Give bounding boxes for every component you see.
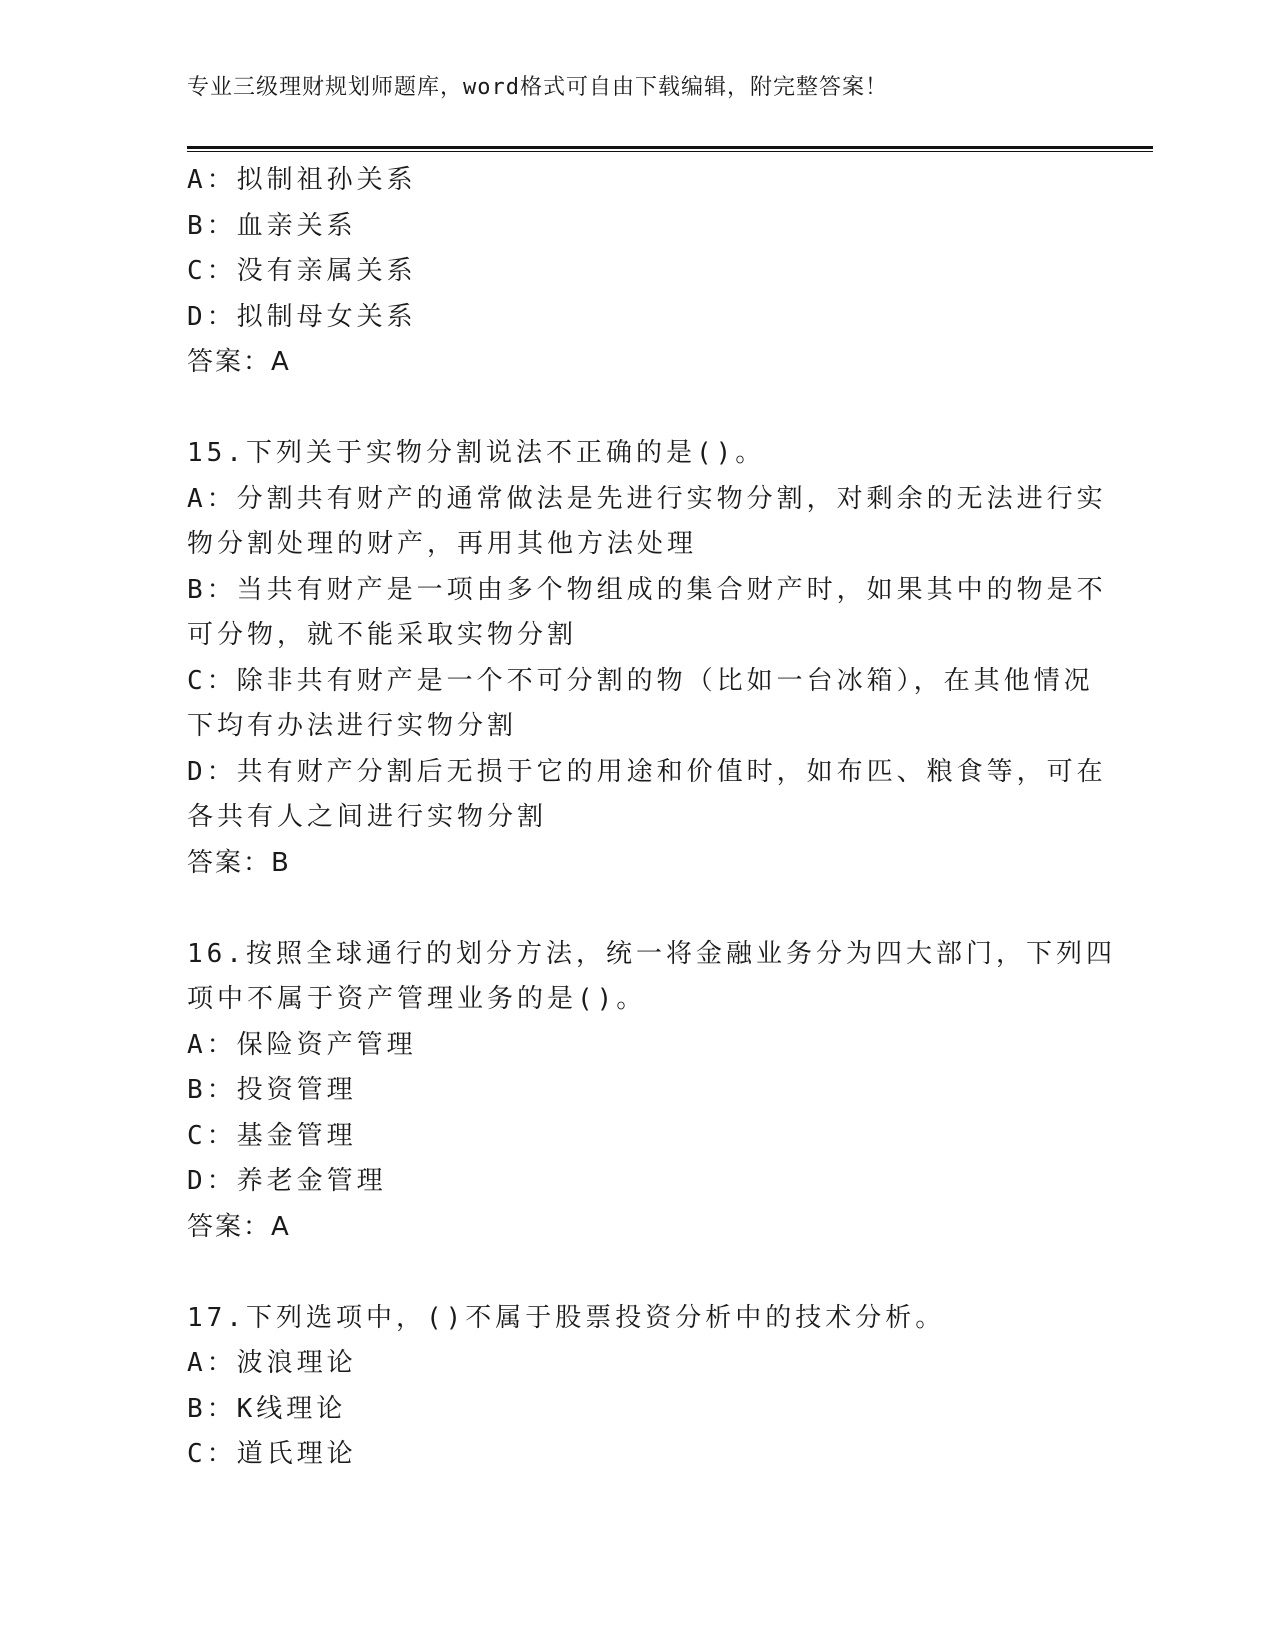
header-rule-thick bbox=[187, 146, 1153, 149]
option-text: D：共有财产分割后无损于它的用途和价值时，如布匹、粮食等，可在 bbox=[187, 756, 1107, 787]
answer-text: 答案：B bbox=[187, 847, 291, 878]
option-text: B：当共有财产是一项由多个物组成的集合财产时，如果其中的物是不 bbox=[187, 574, 1107, 605]
option-text: D：养老金管理 bbox=[187, 1166, 387, 1196]
answer-text: 答案：A bbox=[187, 347, 291, 377]
option-text: 物分割处理的财产，再用其他方法处理 bbox=[187, 529, 698, 559]
question-block bbox=[187, 1296, 1087, 1478]
question-block bbox=[187, 431, 1107, 932]
block-spacer bbox=[187, 386, 1087, 432]
option-text: D：拟制母女关系 bbox=[187, 301, 417, 332]
option-text: B：投资管理 bbox=[187, 1075, 357, 1105]
option-text: A：拟制祖孙关系 bbox=[187, 165, 417, 195]
header-rule-thin bbox=[187, 151, 1153, 152]
question-text: 17.下列选项中，()不属于股票投资分析中的技术分析。 bbox=[187, 1302, 946, 1333]
question-text: 15.下列关于实物分割说法不正确的是()。 bbox=[187, 438, 766, 468]
option-text: 下均有办法进行实物分割 bbox=[187, 711, 518, 741]
block-spacer bbox=[187, 1250, 1087, 1296]
block-spacer bbox=[187, 886, 1087, 932]
page-header: 专业三级理财规划师题库，word格式可自由下载编辑，附完整答案！ bbox=[187, 75, 888, 100]
option-text: B：血亲关系 bbox=[187, 210, 357, 241]
question-list bbox=[187, 158, 1116, 1478]
option-text: A：波浪理论 bbox=[187, 1348, 357, 1378]
option-text: C：道氏理论 bbox=[187, 1439, 357, 1469]
option-text: C：没有亲属关系 bbox=[187, 256, 417, 286]
option-text: A：保险资产管理 bbox=[187, 1029, 417, 1060]
question-text: 16.按照全球通行的划分方法，统一将金融业务分为四大部门，下列四 bbox=[187, 938, 1116, 969]
option-text: C：基金管理 bbox=[187, 1120, 357, 1151]
option-text: C：除非共有财产是一个不可分割的物（比如一台冰箱），在其他情况 bbox=[187, 665, 1094, 696]
question-block bbox=[187, 158, 1087, 431]
question-text: 项中不属于资产管理业务的是()。 bbox=[187, 984, 647, 1014]
question-block bbox=[187, 932, 1116, 1296]
option-text: A：分割共有财产的通常做法是先进行实物分割，对剩余的无法进行实 bbox=[187, 483, 1107, 514]
option-text: 各共有人之间进行实物分割 bbox=[187, 802, 548, 832]
option-text: B：K线理论 bbox=[187, 1393, 347, 1424]
answer-text: 答案：A bbox=[187, 1211, 291, 1242]
option-text: 可分物，就不能采取实物分割 bbox=[187, 620, 578, 650]
